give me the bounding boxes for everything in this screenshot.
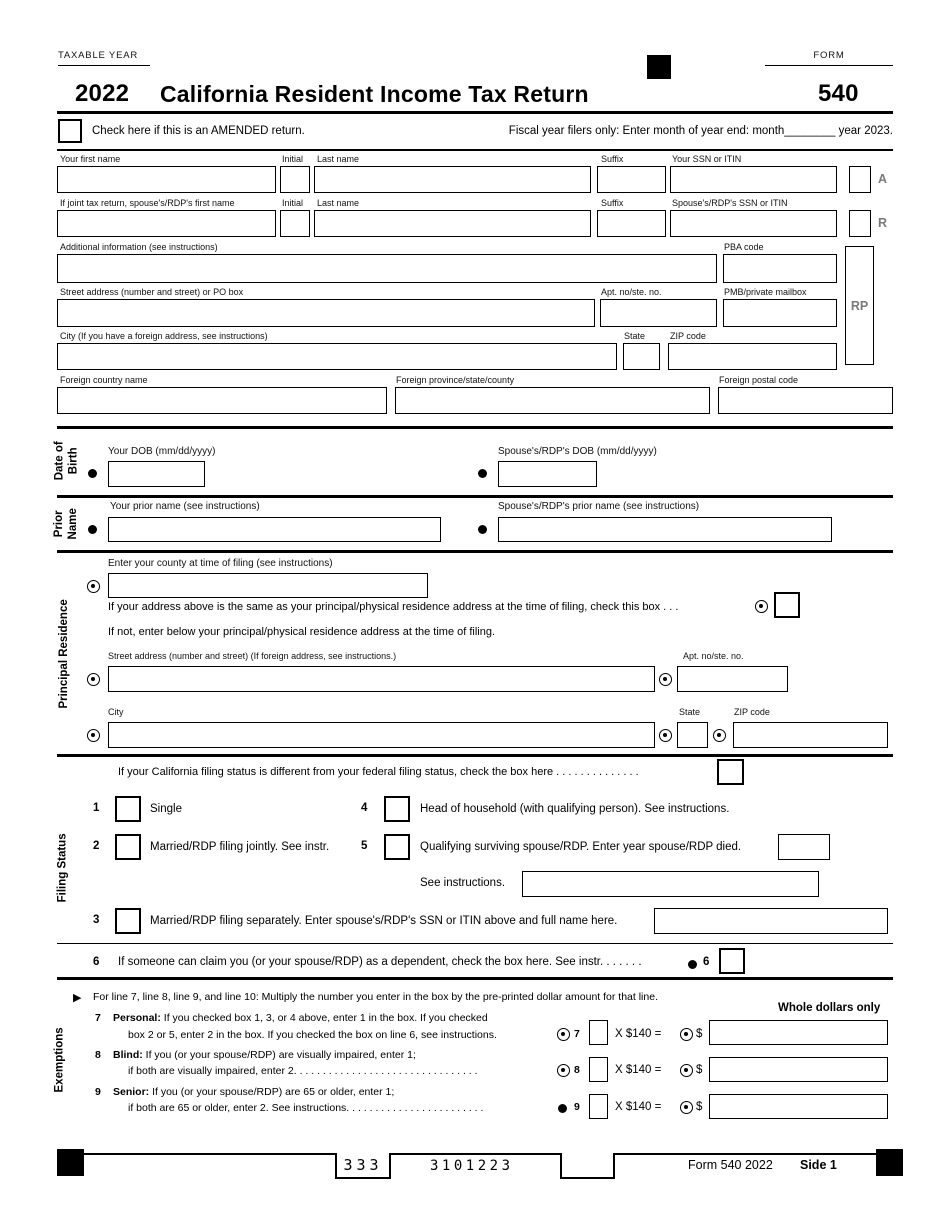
arrow-icon: ▶ [73, 992, 82, 1004]
see-instructions-field[interactable] [522, 871, 819, 897]
line6-number: 6 [93, 956, 100, 968]
spouse-last-name-label: Last name [317, 198, 360, 208]
line8-text-1 [113, 1049, 416, 1061]
residence-apt-label: Apt. no/ste. no. [683, 651, 744, 661]
your-prior-name-label: Your prior name (see instructions) [110, 501, 260, 512]
residence-street-label: Street address (number and street) (If foreign address, see instructions.) [108, 651, 397, 661]
line8-text-2: if both are visually impaired, enter 2. . . . . . . . . . . . . . . . . . . . . . . . . . . . . . . . [128, 1065, 478, 1077]
state-field[interactable] [623, 343, 660, 370]
spouse-ssn-field[interactable] [670, 210, 837, 237]
section-label-filing-status: Filing Status [56, 833, 69, 903]
pba-code-field[interactable] [723, 254, 837, 283]
spouse-suffix-label: Suffix [601, 198, 624, 208]
line7-dollar-sign: $ [696, 1028, 703, 1040]
spouse-first-name-label: If joint tax return, spouse's/RDP's first name [60, 198, 235, 208]
line8-box-number: 8 [574, 1064, 580, 1076]
first-name-field[interactable] [57, 166, 276, 193]
target-dot-icon [87, 580, 100, 593]
amended-checkbox[interactable] [58, 119, 82, 143]
residence-apt-field[interactable] [677, 666, 788, 692]
apt-no-field[interactable] [600, 299, 717, 327]
prior-label-line2: Name [66, 508, 79, 540]
filing-hoh-label: Head of household (with qualifying person). See instructions. [420, 803, 730, 815]
registration-mark-bottom-left [57, 1149, 84, 1176]
registration-mark-top [647, 55, 671, 79]
target-dot-icon [659, 673, 672, 686]
filing-3-number: 3 [93, 914, 100, 926]
suffix-field[interactable] [597, 166, 666, 193]
line9-multiplier-text: X $140 = [615, 1101, 662, 1113]
form-barcode-number: 3101223 [430, 1158, 514, 1174]
foreign-country-label: Foreign country name [60, 375, 148, 385]
foreign-postal-field[interactable] [718, 387, 893, 414]
ssn-field[interactable] [670, 166, 837, 193]
additional-info-label: Additional information (see instructions) [60, 242, 218, 252]
divider-prior-top [57, 495, 893, 498]
line7-bold: Personal: [113, 1012, 161, 1024]
county-label: Enter your county at time of filing (see instructions) [108, 558, 333, 569]
line6-text: If someone can claim you (or your spouse/RDP) as a dependent, check the box here. See instr. . . . . . . [118, 956, 642, 968]
line9-text-1 [113, 1086, 394, 1098]
foreign-province-field[interactable] [395, 387, 710, 414]
line9-box-number: 9 [574, 1101, 580, 1113]
foreign-country-field[interactable] [57, 387, 387, 414]
marker-a-box [849, 166, 871, 193]
last-name-label: Last name [317, 154, 360, 164]
line9-count-field[interactable] [589, 1094, 608, 1119]
line8-multiplier-text: X $140 = [615, 1064, 662, 1076]
line7-box-number: 7 [574, 1028, 580, 1040]
same-address-checkbox[interactable] [774, 592, 800, 618]
bullet-icon [478, 469, 487, 478]
dependent-claim-checkbox[interactable] [719, 948, 745, 974]
spouse-first-name-field[interactable] [57, 210, 276, 237]
bullet-icon [688, 960, 697, 969]
if-not-text: If not, enter below your principal/physical residence address at the time of filing. [108, 626, 496, 638]
spouse-ssn-label: Spouse's/RDP's SSN or ITIN [672, 198, 788, 208]
spouse-last-name-field[interactable] [314, 210, 591, 237]
target-dot-icon [87, 729, 100, 742]
year-spouse-died-field[interactable] [778, 834, 830, 860]
line8-rest-1: If you (or your spouse/RDP) are visually impaired, enter 1; [145, 1049, 416, 1061]
section-label-prior-name [46, 499, 88, 549]
suffix-label: Suffix [601, 154, 624, 164]
filing-separate-label: Married/RDP filing separately. Enter spouse's/RDP's SSN or ITIN above and full name here. [150, 915, 618, 927]
residence-state-field[interactable] [677, 722, 708, 748]
dob-label-line2: Birth [66, 447, 79, 475]
amended-label: Check here if this is an AMENDED return. [92, 125, 305, 137]
filing-joint-label: Married/RDP filing jointly. See instr. [150, 841, 330, 853]
filing-joint-checkbox[interactable] [115, 834, 141, 860]
target-dot-icon [680, 1064, 693, 1077]
target-dot-icon [680, 1028, 693, 1041]
your-prior-name-field[interactable] [108, 517, 441, 542]
residence-city-field[interactable] [108, 722, 655, 748]
filing-2-number: 2 [93, 840, 100, 852]
filing-single-label: Single [150, 803, 182, 815]
section-label-exemptions: Exemptions [54, 1027, 67, 1093]
spouse-dob-field[interactable] [498, 461, 597, 487]
ssn-label: Your SSN or ITIN [672, 154, 742, 164]
foreign-province-label: Foreign province/state/county [396, 375, 515, 385]
target-dot-icon [659, 729, 672, 742]
target-dot-icon [680, 1101, 693, 1114]
divider-filing-top [57, 754, 893, 757]
bullet-icon [558, 1104, 567, 1113]
spouse-initial-label: Initial [282, 198, 304, 208]
prior-label-line1: Prior [53, 510, 66, 538]
residence-state-label: State [679, 707, 701, 717]
marker-r-label: R [878, 216, 888, 230]
target-dot-icon [557, 1028, 570, 1041]
target-dot-icon [557, 1064, 570, 1077]
line7-count-field[interactable] [589, 1020, 608, 1045]
line8-bold: Blind: [113, 1049, 143, 1061]
federal-status-diff-checkbox[interactable] [717, 759, 744, 785]
residence-zip-field[interactable] [733, 722, 888, 748]
page-title: California Resident Income Tax Return [160, 81, 589, 107]
exemptions-intro-text: For line 7, line 8, line 9, and line 10: Multiply the number you enter in the box by the pre-printed dollar amount for that line. [93, 991, 658, 1003]
section-label-date-of-birth [46, 430, 88, 492]
line7-rest-1: If you checked box 1, 3, or 4 above, enter 1 in the box. If you checked [163, 1012, 488, 1024]
your-dob-field[interactable] [108, 461, 205, 487]
residence-zip-label: ZIP code [734, 707, 770, 717]
marker-a-label: A [878, 172, 888, 186]
line8-number: 8 [95, 1049, 101, 1061]
filing-hoh-checkbox[interactable] [384, 796, 410, 822]
line9-amount-field[interactable] [709, 1094, 888, 1119]
state-label: State [624, 331, 646, 341]
zip-field[interactable] [668, 343, 837, 370]
bullet-icon [88, 469, 97, 478]
street-address-label: Street address (number and street) or PO box [60, 287, 244, 297]
street-address-field[interactable] [57, 299, 595, 327]
line9-number: 9 [95, 1086, 101, 1098]
line9-dollar-sign: $ [696, 1101, 703, 1113]
marker-rp-label: RP [850, 298, 869, 313]
filing-single-checkbox[interactable] [115, 796, 141, 822]
line9-text-2: if both are 65 or older, enter 2. See instructions. . . . . . . . . . . . . . . . . . . . . . . . [128, 1102, 484, 1114]
filing-surviving-label: Qualifying surviving spouse/RDP. Enter year spouse/RDP died. [420, 841, 742, 853]
city-field[interactable] [57, 343, 617, 370]
line7-text-1 [113, 1012, 488, 1024]
footer-side-text: Side 1 [800, 1158, 837, 1172]
see-instructions-label: See instructions. [420, 877, 506, 889]
footer-line [83, 1153, 877, 1155]
line7-text-2: box 2 or 5, enter 2 in the box. If you checked the box on line 6, see instructions. [128, 1029, 497, 1041]
zip-label: ZIP code [670, 331, 706, 341]
filing-1-number: 1 [93, 802, 100, 814]
section-label-principal-residence: Principal Residence [58, 599, 71, 709]
foreign-postal-label: Foreign postal code [719, 375, 799, 385]
line8-amount-field[interactable] [709, 1057, 888, 1082]
line7-multiplier-text: X $140 = [615, 1028, 662, 1040]
filing-surviving-checkbox[interactable] [384, 834, 410, 860]
target-dot-icon [87, 673, 100, 686]
marker-rp-box [845, 246, 874, 365]
line7-amount-field[interactable] [709, 1020, 888, 1045]
footer-empty-box [560, 1153, 615, 1179]
filing-4-number: 4 [361, 802, 368, 814]
form-label: FORM [765, 50, 893, 66]
tax-year: 2022 [75, 80, 130, 107]
same-address-text: If your address above is the same as your principal/physical residence address at the time of filing, check this box . . . [108, 601, 679, 613]
target-dot-icon [755, 600, 768, 613]
divider-title [57, 111, 893, 114]
first-name-label: Your first name [60, 154, 121, 164]
residence-street-field[interactable] [108, 666, 655, 692]
line6-box-number: 6 [703, 956, 710, 968]
filing-separate-checkbox[interactable] [115, 908, 141, 934]
spouse-dob-label: Spouse's/RDP's DOB (mm/dd/yyyy) [498, 446, 657, 457]
divider-residence-top [57, 550, 893, 553]
line7-number: 7 [95, 1012, 101, 1024]
county-field[interactable] [108, 573, 428, 598]
bullet-icon [478, 525, 487, 534]
initial-field[interactable] [280, 166, 310, 193]
line8-dollar-sign: $ [696, 1064, 703, 1076]
apt-no-label: Apt. no/ste. no. [601, 287, 662, 297]
residence-city-label: City [108, 707, 124, 717]
form-number: 540 [818, 80, 859, 107]
pmb-label: PMB/private mailbox [724, 287, 807, 297]
page-scanline-code: 333 [335, 1153, 391, 1179]
registration-mark-bottom-right [876, 1149, 903, 1176]
divider-dob-top [57, 426, 893, 429]
marker-r-box [849, 210, 871, 237]
filing-5-number: 5 [361, 840, 368, 852]
pba-code-label: PBA code [724, 242, 764, 252]
line9-rest-1: If you (or your spouse/RDP) are 65 or older, enter 1; [152, 1086, 395, 1098]
spouse-prior-name-label: Spouse's/RDP's prior name (see instructions) [498, 501, 700, 512]
divider-exemptions-top [57, 977, 893, 980]
line9-bold: Senior: [113, 1086, 150, 1098]
your-dob-label: Your DOB (mm/dd/yyyy) [108, 446, 216, 457]
spouse-initial-field[interactable] [280, 210, 310, 237]
dob-label-line1: Date of [53, 441, 66, 481]
fiscal-year-text: Fiscal year filers only: Enter month of year end: month________ year 2023. [508, 125, 893, 137]
whole-dollars-label: Whole dollars only [778, 1002, 881, 1014]
spouse-prior-name-field[interactable] [498, 517, 832, 542]
federal-status-diff-text: If your California filing status is different from your federal filing status, check the box here . . . . . . . . . . . . . . [118, 766, 639, 778]
city-label: City (If you have a foreign address, see instructions) [60, 331, 268, 341]
bullet-icon [88, 525, 97, 534]
separate-spouse-name-field[interactable] [654, 908, 888, 934]
target-dot-icon [713, 729, 726, 742]
divider-line6 [57, 943, 893, 944]
additional-info-field[interactable] [57, 254, 717, 283]
initial-label: Initial [282, 154, 304, 164]
divider-amended [57, 149, 893, 151]
spouse-suffix-field[interactable] [597, 210, 666, 237]
footer-form-text: Form 540 2022 [688, 1158, 773, 1172]
line8-count-field[interactable] [589, 1057, 608, 1082]
last-name-field[interactable] [314, 166, 591, 193]
taxable-year-label: TAXABLE YEAR [58, 50, 150, 66]
pmb-field[interactable] [723, 299, 837, 327]
